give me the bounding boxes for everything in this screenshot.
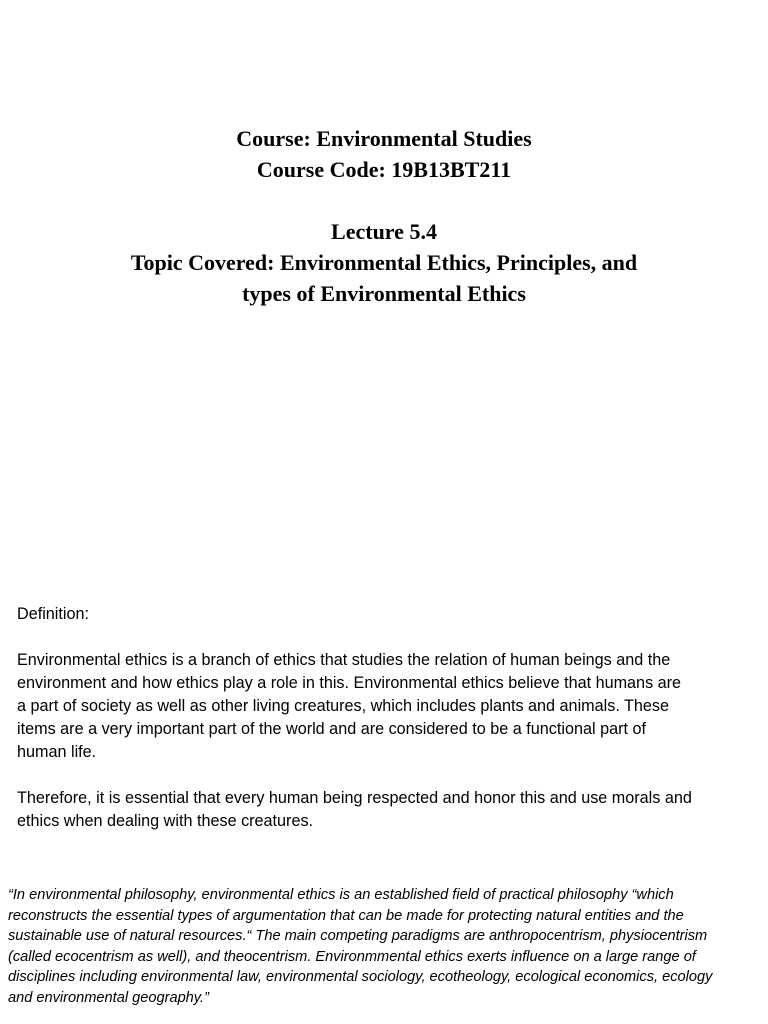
definition-p1-line: a part of society as well as other living creatures, which includes plants and animals. These [17, 697, 670, 715]
definition-paragraph-2 [17, 787, 757, 833]
topic-line-2: types of Environmental Ethics [242, 281, 526, 306]
lecture-number: Lecture 5.4 [331, 219, 437, 244]
lecture-title-block [0, 216, 768, 309]
quote-section [8, 885, 763, 1009]
definition-p2-line: ethics when dealing with these creatures. [17, 812, 314, 830]
course-code: Course Code: 19B13BT211 [256, 157, 512, 182]
quote-line: “In environmental philosophy, environmental ethics is an established field of practical philosophy “which [8, 887, 674, 903]
quote-line: disciplines including environmental law, environmental sociology, ecotheology, ecological economics, ecology [8, 969, 713, 986]
quote-line: and environmental geography.” [8, 989, 209, 1006]
definition-p1-line: items are a very important part of the world and are considered to be a functional part of [17, 720, 646, 738]
definition-p1-line: human life. [17, 743, 97, 761]
topic-line-1: Topic Covered: Environmental Ethics, Principles, and [130, 250, 638, 275]
definition-section [17, 603, 757, 833]
quote-line: sustainable use of natural resources.“ The main competing paradigms are anthropocentrism, physiocentrism [8, 928, 708, 945]
definition-heading: Definition: [17, 605, 89, 623]
quote-line: (called ecocentrism as well), and theocentrism. Environmmental ethics exerts influence on a large range of [8, 948, 696, 965]
definition-paragraph-1 [17, 649, 757, 764]
definition-p1-line: Environmental ethics is a branch of ethics that studies the relation of human beings and the [17, 651, 671, 669]
course-title-block [0, 123, 768, 185]
definition-p1-line: environment and how ethics play a role in this. Environmental ethics believe that humans are [17, 674, 682, 692]
definition-p2-line: Therefore, it is essential that every human being respected and honor this and use morals and [17, 789, 692, 807]
quote-line: reconstructs the essential types of argumentation that can be made for protecting natural entities and the [8, 907, 684, 924]
course-name: Course: Environmental Studies [236, 126, 532, 151]
